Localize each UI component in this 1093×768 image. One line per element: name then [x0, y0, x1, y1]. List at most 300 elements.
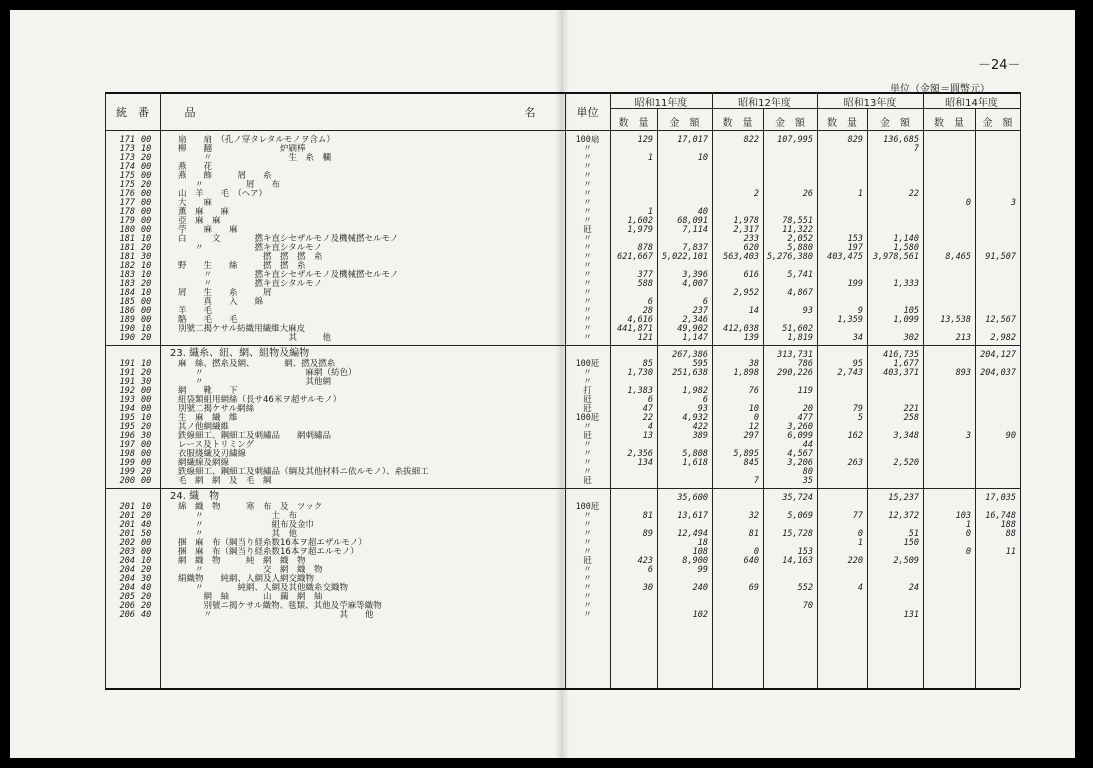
row-description: 駱 毛 毛 [178, 315, 238, 325]
row-subcode: 20 [141, 368, 152, 378]
row-value-amount: 1,819 [787, 333, 813, 343]
row-unit: 〃 [583, 511, 592, 521]
row-description: 苧 麻 麻 [178, 225, 238, 235]
row-value-amount: 20 [802, 404, 813, 414]
row-value-quantity: 81 [748, 529, 759, 539]
row-value-quantity: 7 [753, 476, 759, 486]
row-value-amount: 3,260 [787, 422, 813, 432]
row-code: 203 [119, 547, 135, 557]
row-unit: 〃 [583, 565, 592, 575]
row-value-quantity: 38 [748, 359, 759, 369]
row-description: 生 麻 繊 維 [178, 413, 238, 423]
row-code: 184 [119, 288, 135, 298]
row-description: 〃 交 網 織 物 [178, 565, 323, 575]
row-subcode: 00 [141, 476, 152, 486]
row-value-amount: 2,982 [990, 333, 1016, 343]
section-title: 24. 織 物 [170, 491, 220, 502]
row-unit: 〃 [583, 333, 592, 343]
row-subcode: 20 [141, 592, 152, 602]
row-value-amount: 1,580 [893, 243, 919, 253]
row-code: 177 [119, 198, 135, 208]
row-description: 燕 飾 屑 糸 [178, 171, 272, 181]
row-subcode: 10 [141, 270, 152, 280]
row-value-quantity: 47 [642, 404, 653, 414]
row-code: 204 [119, 583, 135, 593]
row-code: 201 [119, 529, 135, 539]
row-code: 197 [119, 440, 135, 450]
row-value-amount: 12,567 [985, 315, 1016, 325]
row-description: 扇 扇 （孔ノ穿タレタルモノヲ含ム） [178, 135, 335, 145]
header-year: 昭和14年度 [945, 98, 998, 109]
row-value-quantity: 1 [965, 520, 971, 530]
header-amount: 金 額 [880, 118, 910, 129]
row-description: 綿 織 物 寒 布 及 ツック [178, 502, 323, 512]
row-value-amount: 15,237 [888, 493, 919, 503]
row-description: 〃 生 糸 欄 [178, 153, 332, 163]
row-value-amount: 4,567 [787, 449, 813, 459]
header-unit: 単位 [576, 106, 599, 119]
row-value-quantity: 32 [748, 511, 759, 521]
row-description: 撚 撚 撚 糸 [178, 252, 323, 262]
row-code: 204 [119, 556, 135, 566]
header-year: 昭和12年度 [738, 98, 791, 109]
row-value-amount: 44 [802, 440, 813, 450]
row-unit: 瓩 [583, 556, 592, 566]
row-value-amount: 267,386 [672, 350, 708, 360]
row-description: 薫 麻 麻 [178, 207, 230, 217]
header-item-left: 品 [184, 106, 196, 119]
row-value-quantity: 28 [642, 306, 653, 316]
header-quantity: 数 量 [618, 118, 649, 129]
row-description: 〃 其 他 [178, 529, 298, 539]
row-code: 189 [119, 315, 135, 325]
row-value-quantity: 1 [857, 189, 863, 199]
row-code: 190 [119, 333, 135, 343]
row-value-quantity: 162 [847, 431, 863, 441]
row-value-amount: 188 [1000, 520, 1016, 530]
row-value-quantity: 5,895 [733, 449, 759, 459]
row-description: 燕 花 [178, 162, 213, 172]
row-value-amount: 595 [692, 359, 708, 369]
row-code: 179 [119, 216, 135, 226]
row-value-quantity: 441,871 [617, 324, 653, 334]
row-value-quantity: 423 [637, 556, 653, 566]
row-subcode: 00 [141, 440, 152, 450]
row-value-quantity: 4 [857, 583, 863, 593]
row-value-quantity: 13,538 [940, 315, 971, 325]
row-value-amount: 12,494 [677, 529, 708, 539]
row-value-quantity: 4 [647, 422, 653, 432]
row-code: 183 [119, 279, 135, 289]
grid-v-y4m [975, 108, 976, 688]
row-value-quantity: 1 [647, 207, 653, 217]
row-value-amount: 49,902 [677, 324, 708, 334]
row-value-quantity: 263 [847, 458, 863, 468]
row-subcode: 20 [141, 333, 152, 343]
row-value-amount: 91,507 [985, 252, 1016, 262]
row-subcode: 10 [141, 556, 152, 566]
row-value-quantity: 3 [965, 431, 971, 441]
row-subcode: 10 [141, 359, 152, 369]
row-value-quantity: 139 [743, 333, 759, 343]
row-value-quantity: 233 [743, 234, 759, 244]
row-value-quantity: 103 [955, 511, 971, 521]
row-unit: 〃 [583, 270, 592, 280]
row-subcode: 30 [141, 377, 152, 387]
row-subcode: 40 [141, 583, 152, 593]
row-value-quantity: 0 [965, 198, 971, 208]
row-description: 紐袋類組用網絲（長サ46米ヲ超サルモノ） [178, 395, 342, 405]
row-subcode: 00 [141, 547, 152, 557]
row-value-amount: 302 [903, 333, 919, 343]
row-description: 亞 麻 麻 [178, 216, 221, 226]
row-description: 衣服綫繊及刃繍線 [178, 449, 247, 459]
row-subcode: 10 [141, 261, 152, 271]
row-value-amount: 93 [802, 306, 813, 316]
row-value-quantity: 2,952 [733, 288, 759, 298]
row-code: 180 [119, 225, 135, 235]
trade-table [105, 92, 1020, 688]
row-subcode: 10 [141, 413, 152, 423]
row-code: 175 [119, 171, 135, 181]
row-subcode: 00 [141, 306, 152, 316]
row-description: 毛 網 網 及 毛 綱 [178, 476, 272, 486]
row-subcode: 40 [141, 520, 152, 530]
row-value-quantity: 0 [753, 413, 759, 423]
row-code: 181 [119, 234, 135, 244]
row-subcode: 50 [141, 529, 152, 539]
row-subcode: 20 [141, 279, 152, 289]
row-value-quantity: 1,978 [733, 216, 759, 226]
row-value-quantity: 563,403 [723, 252, 759, 262]
row-unit: 100扇 [575, 135, 600, 145]
section-rule [105, 345, 1020, 346]
row-value-amount: 3,348 [893, 431, 919, 441]
row-value-quantity: 81 [642, 511, 653, 521]
row-value-amount: 1,677 [893, 359, 919, 369]
row-unit: 瓩 [583, 395, 592, 405]
row-unit: 〃 [583, 422, 592, 432]
row-unit: 〃 [583, 171, 592, 181]
row-unit: 〃 [583, 324, 592, 334]
row-subcode: 00 [141, 297, 152, 307]
row-value-quantity: 0 [753, 547, 759, 557]
header-bottom-rule [105, 130, 1020, 131]
row-value-quantity: 220 [847, 556, 863, 566]
row-subcode: 10 [141, 502, 152, 512]
row-value-quantity: 95 [852, 359, 863, 369]
row-value-quantity: 14 [748, 306, 759, 316]
header-quantity: 数 量 [827, 118, 857, 129]
row-unit: 〃 [583, 449, 592, 459]
row-value-quantity: 13 [642, 431, 653, 441]
row-description: 〃 麻網（紡色） [178, 368, 357, 378]
row-unit: 〃 [583, 601, 592, 611]
row-unit: 〃 [583, 153, 592, 163]
row-value-quantity: 22 [642, 413, 653, 423]
row-subcode: 00 [141, 207, 152, 217]
row-description: 〃 撚キ直シタルモノ [178, 279, 323, 289]
row-value-amount: 237 [692, 306, 708, 316]
row-value-quantity: 620 [743, 243, 759, 253]
row-code: 183 [119, 270, 135, 280]
row-value-amount: 5,069 [787, 511, 813, 521]
row-code: 196 [119, 431, 135, 441]
row-value-amount: 5,741 [787, 270, 813, 280]
row-value-quantity: 134 [637, 458, 653, 468]
grid-v-y3 [817, 92, 818, 688]
row-description: 鉄線細工、鋼細工及刺繡品 網刺繡品 [178, 431, 332, 441]
row-value-amount: 1,333 [893, 279, 919, 289]
row-code: 186 [119, 306, 135, 316]
row-value-amount: 6 [702, 297, 708, 307]
row-value-quantity: 2,317 [733, 225, 759, 235]
row-code: 181 [119, 252, 135, 262]
row-value-amount: 2,509 [893, 556, 919, 566]
row-subcode: 30 [141, 574, 152, 584]
row-value-amount: 99 [697, 565, 708, 575]
row-value-quantity: 1,602 [627, 216, 653, 226]
row-value-quantity: 829 [847, 135, 863, 145]
row-code: 173 [119, 144, 135, 154]
row-value-quantity: 121 [637, 333, 653, 343]
row-value-amount: 35,600 [677, 493, 708, 503]
row-subcode: 00 [141, 216, 152, 226]
row-value-quantity: 588 [637, 279, 653, 289]
row-subcode: 40 [141, 610, 152, 620]
row-unit: 〃 [583, 162, 592, 172]
row-description: 網 紬 山 繭 網 紬 [178, 592, 323, 602]
row-description: 網 織 物 純 網 織 物 [178, 556, 306, 566]
row-code: 193 [119, 395, 135, 405]
row-unit: 100瓩 [575, 359, 600, 369]
row-value-quantity: 377 [637, 270, 653, 280]
row-value-amount: 119 [797, 386, 813, 396]
row-code: 206 [119, 610, 135, 620]
row-value-amount: 26 [802, 189, 813, 199]
row-subcode: 20 [141, 243, 152, 253]
row-value-amount: 22 [908, 189, 919, 199]
row-description: 屑 生 糸 屑 [178, 288, 272, 298]
row-value-quantity: 0 [857, 529, 863, 539]
row-value-amount: 2,520 [893, 458, 919, 468]
row-unit: 瓩 [583, 404, 592, 414]
row-value-amount: 552 [797, 583, 813, 593]
row-description: 鉄線細工、鋼細工及刺繡品（綱及其他材料ニ依ルモノ）、糸拔細工 [178, 467, 429, 477]
row-value-amount: 35 [802, 476, 813, 486]
row-description: 大 麻 [178, 198, 213, 208]
row-value-amount: 422 [692, 422, 708, 432]
row-unit: 〃 [583, 458, 592, 468]
row-subcode: 20 [141, 565, 152, 575]
row-value-amount: 18 [697, 538, 708, 548]
row-value-quantity: 6 [647, 395, 653, 405]
row-description: レース及トリミング [178, 440, 254, 450]
row-value-amount: 1,982 [682, 386, 708, 396]
row-value-amount: 1,099 [893, 315, 919, 325]
row-value-amount: 204,037 [980, 368, 1016, 378]
row-code: 205 [119, 592, 135, 602]
row-description: 〃 土 布 [178, 511, 298, 521]
row-value-quantity: 30 [642, 583, 653, 593]
row-value-amount: 8,900 [682, 556, 708, 566]
row-value-amount: 15,728 [782, 529, 813, 539]
row-value-quantity: 1,359 [837, 315, 863, 325]
row-value-quantity: 297 [743, 431, 759, 441]
row-value-amount: 17,035 [985, 493, 1016, 503]
row-code: 185 [119, 297, 135, 307]
row-value-amount: 6 [702, 395, 708, 405]
row-description: 〃 撚キ直シセザルモノ及機械撚セルモノ [178, 270, 399, 280]
row-value-amount: 2,052 [787, 234, 813, 244]
row-description: 別號ニ揭ケサル織物、毯類、其他及苧麻等織物 [178, 601, 382, 611]
row-unit: 〃 [583, 610, 592, 620]
row-value-amount: 14,163 [782, 556, 813, 566]
row-subcode: 00 [141, 189, 152, 199]
row-subcode: 20 [141, 467, 152, 477]
row-value-amount: 4,867 [787, 288, 813, 298]
row-value-amount: 17,017 [677, 135, 708, 145]
row-value-quantity: 77 [852, 511, 863, 521]
row-value-amount: 4,932 [682, 413, 708, 423]
row-code: 195 [119, 413, 135, 423]
row-unit: 〃 [583, 440, 592, 450]
row-subcode: 20 [141, 153, 152, 163]
row-description: 網 靴 下 [178, 386, 238, 396]
row-code: 195 [119, 422, 135, 432]
row-value-amount: 105 [903, 306, 919, 316]
row-subcode: 00 [141, 225, 152, 235]
row-unit: 〃 [583, 207, 592, 217]
row-code: 173 [119, 153, 135, 163]
row-description: 其 他 [178, 333, 332, 343]
row-unit: 〃 [583, 144, 592, 154]
row-value-amount: 70 [802, 601, 813, 611]
row-value-amount: 416,735 [883, 350, 919, 360]
document-page [10, 10, 1075, 758]
row-code: 176 [119, 189, 135, 199]
row-value-quantity: 621,667 [617, 252, 653, 262]
row-description: 柳 翻 炉刷棒 [178, 144, 306, 154]
row-value-amount: 5,880 [787, 243, 813, 253]
row-value-amount: 204,127 [980, 350, 1016, 360]
section-title: 23. 織糸、紐、網、組物及編物 [170, 348, 310, 359]
row-value-quantity: 69 [748, 583, 759, 593]
row-value-quantity: 10 [748, 404, 759, 414]
row-value-amount: 40 [697, 207, 708, 217]
row-description: 白 文 撚キ直シセザルモノ及機械撚セルモノ [178, 234, 399, 244]
row-value-quantity: 1,730 [627, 368, 653, 378]
row-unit: 100瓩 [575, 413, 600, 423]
row-description: 真 入 綿 [178, 297, 264, 307]
row-code: 201 [119, 511, 135, 521]
header-code: 統 番 [116, 106, 149, 119]
row-value-quantity: 79 [852, 404, 863, 414]
row-value-quantity: 6 [647, 297, 653, 307]
row-description: 〃 組布及金巾 [178, 520, 315, 530]
row-unit: 〃 [583, 261, 592, 271]
row-value-quantity: 9 [857, 306, 863, 316]
row-description: 其ノ他網繊維 [178, 422, 230, 432]
row-value-amount: 7 [913, 144, 919, 154]
row-unit: 打 [583, 386, 592, 396]
row-value-quantity: 412,038 [723, 324, 759, 334]
row-subcode: 00 [141, 162, 152, 172]
row-value-amount: 7,114 [682, 225, 708, 235]
row-code: 191 [119, 368, 135, 378]
row-value-quantity: 403,475 [827, 252, 863, 262]
page-number: －24－ [978, 58, 1021, 73]
header-amount: 金 額 [775, 118, 805, 129]
row-value-amount: 35,724 [782, 493, 813, 503]
row-subcode: 00 [141, 395, 152, 405]
row-value-quantity: 8,465 [945, 252, 971, 262]
row-unit: 〃 [583, 252, 592, 262]
row-value-amount: 3,206 [787, 458, 813, 468]
header-amount: 金 額 [982, 118, 1013, 129]
row-value-amount: 153 [797, 547, 813, 557]
row-value-amount: 786 [797, 359, 813, 369]
row-subcode: 10 [141, 234, 152, 244]
row-unit: 〃 [583, 279, 592, 289]
row-value-quantity: 640 [743, 556, 759, 566]
row-value-quantity: 34 [852, 333, 863, 343]
row-unit: 100瓩 [575, 502, 600, 512]
row-code: 200 [119, 476, 135, 486]
row-value-amount: 313,731 [777, 350, 813, 360]
row-unit: 〃 [583, 180, 592, 190]
row-code: 206 [119, 601, 135, 611]
row-code: 181 [119, 243, 135, 253]
row-description: 捆 麻 布（綱当り経糸数16本ヲ超エルモノ） [178, 547, 359, 557]
row-code: 191 [119, 359, 135, 369]
row-value-quantity: 6 [647, 565, 653, 575]
row-unit: 瓩 [583, 431, 592, 441]
row-value-amount: 11,322 [782, 225, 813, 235]
row-value-amount: 477 [797, 413, 813, 423]
row-value-amount: 150 [903, 538, 919, 548]
row-subcode: 10 [141, 288, 152, 298]
row-value-amount: 131 [903, 610, 919, 620]
row-code: 190 [119, 324, 135, 334]
row-unit: 〃 [583, 216, 592, 226]
row-value-quantity: 153 [847, 234, 863, 244]
row-unit: 〃 [583, 368, 592, 378]
row-unit: 〃 [583, 529, 592, 539]
row-value-quantity: 12 [748, 422, 759, 432]
row-unit: 〃 [583, 243, 592, 253]
row-value-quantity: 1,979 [627, 225, 653, 235]
row-code: 202 [119, 538, 135, 548]
row-value-amount: 403,371 [883, 368, 919, 378]
row-value-quantity: 1,898 [733, 368, 759, 378]
row-subcode: 00 [141, 538, 152, 548]
unit-note: 単位（金額＝圓幣元） [890, 84, 990, 95]
row-description: 山 羊 毛 （ヘア） [178, 189, 267, 199]
row-unit: 瓩 [583, 225, 592, 235]
header-year: 昭和11年度 [634, 98, 688, 109]
row-code: 194 [119, 404, 135, 414]
row-subcode: 00 [141, 404, 152, 414]
row-code: 204 [119, 574, 135, 584]
row-value-quantity: 76 [748, 386, 759, 396]
row-code: 178 [119, 207, 135, 217]
row-description: 麻 絲、撚糸及網、 網、撚及撚糸 [178, 359, 336, 369]
row-value-quantity: 1 [647, 153, 653, 163]
row-value-amount: 12,372 [888, 511, 919, 521]
row-value-amount: 107,995 [777, 135, 813, 145]
row-unit: 〃 [583, 574, 592, 584]
